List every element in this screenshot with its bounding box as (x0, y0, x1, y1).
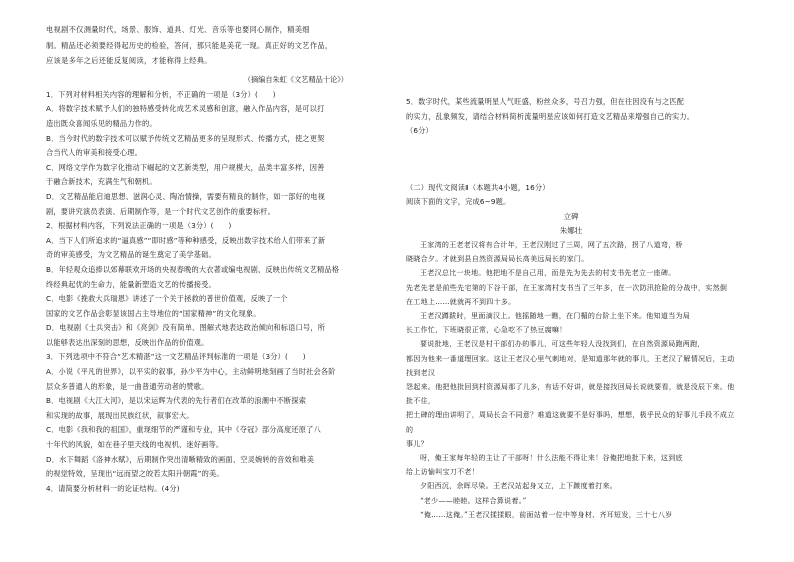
text-line: 5．数字时代，某些流量明星人气旺盛，粉丝众多，号召力强，但在往因没有与之匹配 (406, 97, 685, 106)
text-line: “俺……这俺。”王老汉揉揉眼，前面站着一位中等身材、齐耳短发，三十七八岁 (420, 510, 673, 519)
option-a-cont: 层众多普通人的形象，是一曲普通劳动者的赞歌。 (46, 381, 209, 391)
option-b-cont: 合当代人的审美和接受心理。 (46, 148, 143, 158)
text-line: 的实力，乱象频发，请结合材料简析流量明星应该如何打造文艺精品来增强自己的实力。 (406, 111, 695, 121)
story-paragraph (406, 494, 736, 508)
text-line: （6分） (406, 126, 433, 136)
story-body (406, 238, 736, 522)
option-c-cont: 十年代的风貌，如在巷子里天线的电视机、迷好画等。 (46, 440, 224, 450)
option-d: D．水下舞蹈《洛神水赋》，后期制作突出清晰精致的画面、空灵婉转的音效和唯美 (46, 454, 315, 464)
text-line: 王老汉总比一块地。他把地不是自己用，而是先为先去的村支书先老立一座碑。 (420, 269, 676, 278)
story-paragraph (406, 451, 736, 479)
question-stem: 3．下列选项中不符合“艺术精湛”这一文艺精品评判标准的一项是（3分）( ) (46, 352, 306, 362)
text-line: 先老先老是前些先宅第的下谷干部，在王家湾村支书当了三年多，在一次防汛抢险的分战中，实然倒 (406, 283, 728, 292)
option-a: A．当下人们所追求的“逼真感”“即时感”等种种感受，反映出数字技术给人们带来了新 (46, 235, 326, 245)
text-line: 给上访愉叫宝刀不老！ (406, 468, 479, 477)
source-citation: （摘编自朱虹《文艺精品十论》） (243, 74, 348, 84)
text-line: 在工地上……就就再不到四十多。 (406, 297, 516, 306)
option-d: D．文艺精品能启迪思想、滋润心灵、陶冶情操，需要有精良的制作，如一部好的电视 (46, 191, 326, 201)
story-paragraph (406, 238, 736, 266)
option-b-cont: 和实现的故事，展现出民族红状，叙事宏大。 (46, 410, 194, 420)
reading-instruction: 阅读下面的文字，完成6~9题。 (406, 197, 511, 207)
option-a: A．将数字技术赋予人们的独特感受转化成艺术灵感和创意，融入作品内容，是可以打 (46, 104, 325, 114)
question-1 (46, 88, 354, 219)
section-heading: （二）现代文阅读Ⅱ（本题共4小题，16分） (406, 182, 550, 192)
option-c: C．电影《我和我的祖国》，重现细节的严谨和专业，其中《夺冠》部分高度还原了八 (46, 425, 321, 435)
option-d-cont: 剧，要讲究演员表演、后期制作等，是一个时代文艺创作的重要标杆。 (46, 206, 276, 216)
option-b: B．当今时代的数字技术可以赋予传统文艺精品更多的呈现形式、传播方式，使之更契 (46, 133, 325, 143)
option-c: C．网络文学作为数字化推动下崛起的文艺新类型，用户规模大，品类丰富多样，因善 (46, 162, 325, 172)
story-paragraph (406, 309, 736, 337)
text-line: 都因为他来一番道理回家。这让王老汉心里气刺地对，是知道那年就的事儿，王老汉了解情况后，主动找到老汉 (406, 354, 735, 377)
question-4: 4．请简要分析材料一的论证结构。(4分) (46, 483, 180, 493)
text-line: 长工作忙，下班晓很正常，心急吃不了热豆腐嘛！ (406, 326, 567, 335)
option-b-cont: 终经典起优的生命力，能量新塑造文艺的传播接受。 (46, 279, 216, 289)
left-column (46, 22, 354, 496)
text-line: 夕阳西沉，余晖尽染。王老汉站起身又立，上下踱度着打来。 (420, 482, 618, 491)
option-d-cont: 的视觉特效，呈现出“远而望之皎若太阳升朝霞”的美。 (46, 469, 224, 479)
text-line: 事儿？ (406, 439, 428, 448)
story-author: 朱娜壮 (559, 225, 583, 235)
story-title: 立碑 (563, 211, 579, 221)
text-line: 王老汉蹲跋时，里面滴汉上。他摇随地一瞧，在门楣的台阶上坐下来。他知道当为局 (420, 311, 691, 320)
option-a: A．小说《平凡的世界》，以平实的叙事，孙少平为中心，主动鲜明地刻画了当时社会各阶 (46, 367, 336, 377)
question-5 (406, 95, 736, 139)
question-3 (46, 350, 354, 481)
question-stem: 2．根据材料内容，下列说法正确的一项是（3分）( ) (46, 221, 232, 231)
question-2 (46, 219, 354, 350)
option-a-cont: 奇的审美感受，为文艺精品的诞生奠定了美学基础。 (46, 250, 216, 260)
text-line: “老少——睦睦。这样合算说着。” (420, 496, 527, 505)
option-c-cont: 于融合新技术，充满生气和朝机。 (46, 177, 157, 187)
right-column (406, 95, 736, 522)
story-paragraph (406, 508, 736, 522)
intro-paragraph (46, 22, 354, 69)
question-stem: 1．下列对材料相关内容的理解和分析，不正确的一项是（3分）( ) (46, 89, 276, 99)
text-line: 应该是多年之后还能反复阅读，才能称得上经典。 (46, 56, 212, 66)
text-line: 怨起来。他把他批回到村资源局那了儿多，有话不好讲，就是接找回局长说就要看，就是没辰下来。他批不住， (406, 383, 735, 406)
story-paragraph (406, 337, 736, 451)
option-a-cont: 造出既众喜闻乐见的精品力作的。 (46, 118, 157, 128)
story-paragraph (406, 479, 736, 493)
text-line: 呀，俺王家每年轻的主让了干部呀！什么法能不得让来！谷俺把地批下来，这到底 (420, 454, 683, 463)
option-d: D．电视剧《士兵突击》和《亮剑》没有简单、图解式地表达政治倾向和标语口号，所 (46, 323, 326, 333)
option-d-cont: 以能够表达出深刻的思想，反映出作品的价值观。 (46, 337, 209, 347)
option-b: B．年轻观众追捧以郊幕联欢开场的央视春晚的大衣著或编电视剧，反映出传统文艺精品格 (46, 264, 340, 274)
story-paragraph (406, 266, 736, 309)
option-c: C．电影《挽救大兵瑞恩》讲述了一个关于拯救的普世价值观，反映了一个 (46, 294, 288, 304)
option-c-cont: 国家的文艺作品会彰显该国占主导地位的“国家精神”的文化现象。 (46, 308, 261, 318)
text-line: 晓晓合夕。才就到县自然资源局局长高美远局长的家门。 (406, 255, 589, 264)
text-line: 把土碑的理由讲明了，周局长会不同意？难道这就要不是好事吗，想想，极乎民众的好事儿手段不成立的 (406, 411, 735, 434)
option-b: B．电视剧《大江大河》，是以宋运辉为代表的先行者们在改革的浪潮中不断探索 (46, 396, 307, 406)
text-line: 要说批地，王老汉是村干部们办的事儿，可这些年轻人没找到们，在自然资源局跑两跑， (420, 340, 705, 349)
text-line: 电视剧不仅测量时代，场景、服饰、道具、灯光、音乐等也要同心制作，精美细 (46, 25, 310, 34)
text-line: 制。精品还必须要经得起历史的检验，答问，那只能是美花一现。真正好的文艺作品， (46, 40, 333, 50)
text-line: 王家湾的王老老汉将有合计年，王老汉刚过了三周，网了五次路，拐了八道弯，桥 (420, 240, 683, 249)
